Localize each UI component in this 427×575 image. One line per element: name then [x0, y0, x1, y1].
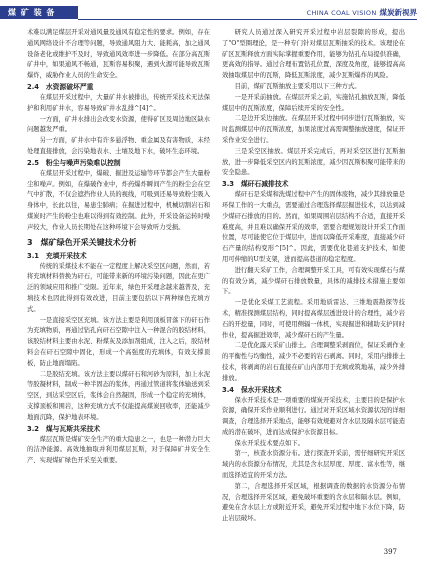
paragraph: 进行翻天采矿工作，合理调整开采工具，可有效实现煤石与煤的有效分离，减少煤矸石排放数量，具体的减排技术措施主要如下。	[222, 266, 405, 296]
section-tag: 煤 矿 装 备	[0, 6, 78, 19]
journal-name-en: CHINA COAL VISION	[306, 9, 377, 17]
paragraph: 二是边开采边抽放。在煤层开采过程中同步进行瓦斯抽放，实时监测煤层中的瓦斯浓度，加果浓度过高需调整抽放速度，保证开采作业安全进行。	[222, 115, 405, 144]
paragraph: 一是直接采空区充填。该方法主要是利用顶板冒落下的矸石作为充填物质，再通过钻孔向矸石空隙中注入一种混合的胶结材料，该胶结材料主要由水泥、粉煤灰及添加剂组成，注入之后，胶结材料会在矸石空隙中固化，形成一个高强度的充填体，有效支撑顶板，防止地面塌陷。	[27, 316, 210, 367]
journal-name-cn: 煤炭新视界	[379, 8, 417, 17]
paragraph: 三是采空区抽放。煤层开采完成后，再对采空区进行瓦斯抽放，进一步降低采空区内的瓦斯浓度，减少因瓦斯积聚可能带来的安全隐患。	[222, 147, 405, 177]
subsection-heading: 2.4 水资源破坏严重	[27, 82, 94, 91]
subsection-heading: 3.2 煤与瓦斯共采技术	[27, 424, 101, 433]
subsection-heading: 3.3 煤矸石减排技术	[222, 180, 289, 189]
paragraph: 二是优化露天采矿山排土。合理调整采剥面位，保证采剥作业的平衡性与均衡性，减少不必要的岩石剥离。同时，采用内排排土技术，将剥离的岩石直接在矿山内部用于充填或筑地基，减少外排排放。	[222, 342, 405, 382]
right-column	[222, 28, 405, 525]
paragraph: 目前，煤矿瓦斯抽放主要采用以下三种方式。	[234, 82, 361, 90]
subsection-heading: 2.5 粉尘与噪声污染难以控制	[27, 158, 121, 167]
left-column	[27, 28, 210, 467]
section-heading: 3 煤矿绿色开采关键技术分析	[27, 237, 137, 247]
paragraph: 一是开采前抽放。在煤层开采之前，实施钻孔抽放瓦斯，降低煤层中的瓦斯浓度，保障后续开采的安全性。	[222, 93, 405, 112]
paragraph: 在煤层开采过程中，大量矿井水被排出，传统开采技术无法保护和利用矿井水，容易导致矿井水乱排^[4]^。	[27, 93, 210, 112]
paragraph: 一方面，矿井水排出会改变水资源，使得矿区及周边地区缺水问题越发严重。	[27, 115, 210, 134]
journal-name	[307, 6, 417, 19]
paragraph: 煤矸石是采煤和洗煤过程中产生的固体废物，减少其排放量是环保工作的一大重点，需要通过合理选择煤层掘进技术，以达到减少煤矸石排放的目的。然而，如果周围岩层结构不合适，直接开采难度高，并且难以确保开采的效率，需要合理规划设计开采工作面位置，尽可能使它位于煤层中，进而以降低开采难度，直接减少矸石产量的结构变形^[5]^。因此，需要优化巷道支护技术，如使用可伸缩的U型支架，进而提高巷道的稳定程度。	[222, 191, 405, 263]
paragraph: 术难以满足煤层开采对通风量及通风有稳定性的要求。例如，存在通风网络设计不合理等问题，导致通风阻力大、能耗高，加之通风设备老化或维护不及时，导致通风效率进一步降低。在部分高瓦斯矿井中，如果通风不畅通，瓦斯容易积聚，遇到火源可能导致瓦斯爆炸，威胁作业人员的生命安全。	[27, 29, 210, 80]
paragraph: 保水开采技术要点如下。	[234, 439, 304, 447]
paragraph: 煤层瓦斯是煤矿安全生产的重大隐患之一，也是一种潜力巨大的洁净能源。高效地抽取并利用煤层瓦斯，对于保障矿井安全生产、实现煤矿绿色开采至关重要。	[27, 435, 210, 465]
paragraph: 一是优化采煤工艺流程。采用地质雷达、三维地震勘探等技术，精准探测煤层结构，同时提高煤层透进设计的合理性，减少岩石的开挖量，同时，可使用侧辐一体机，实现掘进和辅助支护同时作业，提高掘进效率，减少煤矸石的产生量。	[222, 299, 405, 339]
page-header	[0, 0, 427, 24]
page-number: 397	[383, 548, 397, 556]
paragraph: 传统的采煤技术不能在一定程度上解决采空区问题，然而，若将充填材料替换为矸石，可能带来新的环境污染问题，因此在更广泛的领域应用和推广受限。近年来，绿色开采理念越来越普及，充填技术也因此得到有效改进，目前主要包括以下两种绿色充填方式。	[27, 262, 210, 313]
paragraph: 二是胶结充填。该方法主要以煤矸石和河砂为原料，加上水泥等胶凝材料，制成一种半固态的浆体，再通过管道将浆体输送到采空区，到达采空区后，浆体会自然凝固，形成一个稳定的充填体，支撑顶板和围岩，这种充填方式不仅能提高煤炭回收率，还能减少地面沉降，保护地表环境。	[27, 370, 210, 421]
paragraph: 研究人员通过深入研究开采过程中岩层裂隙的形成，提出了"O"型圈理论，是一种专门针对煤层瓦斯抽采的技术。该理论在矿区瓦斯释放方面实际掌握重要作用，能够为钻孔布局提供准确，更高效的指导。通过合理布置钻孔位置，深度及角度，能够提高高效抽取煤层中的瓦斯，降低瓦斯浓度，减少瓦斯爆炸的风险。	[222, 29, 405, 80]
subsection-heading: 3.4 保水开采技术	[222, 385, 282, 394]
paragraph: 第一，核查水资源分布。进行探查开采前，需仔细研究开采区域内的水资源分布情况，尤其是含水层厚度、厚度、富水性等，继而选择适宜的开采方法。	[222, 450, 405, 480]
paragraph: 第二，合理选择开采区域，根据调查的数据的水资源分布情况，合理选择开采区域，避免破坏重要的含水层和隔水层。例如，避免在含水层上方或附近开采，避免开采过程中地下水位下降，防止岩层破坏。	[222, 482, 405, 523]
subsection-heading: 3.1 充填开采技术	[27, 251, 87, 260]
paragraph: 在煤层开采过程中，爆破、掘进及运输等环节都会产生大量粉尘和噪声。例如，在爆破作业中，炸药爆炸瞬间产生的粉尘会在空气中扩散，不仅会遮挡作业人员的视线，可吸到还易导致粉尘吸入身体中，长此以往，易患尘肺病；在掘进过程中，机械切割岩石和煤炭时产生的粉尘也难以得到有效控制。此外，开采设备运转时噪声较大，作业人员长期处在这种环境下会导致听力受损。	[27, 169, 210, 231]
paragraph: 保水开采技术是一项重要的煤炭开采技术，主要目的是保护水资源，确保开采作业顺利进行。通过对开采区域水资源状况的详细调查，合理选择开采地点，能够有效规避对含水层及隔水层可能造成的潜在破坏，进而达成保护水资源目标。	[222, 396, 405, 436]
paragraph: 另一方面，矿井水中有许多悬浮物、重金属及有害物质，未经处理直接排放，会污染地表水、土壤及地下水，破坏生态环境。	[27, 137, 210, 155]
header-rule	[78, 19, 417, 20]
